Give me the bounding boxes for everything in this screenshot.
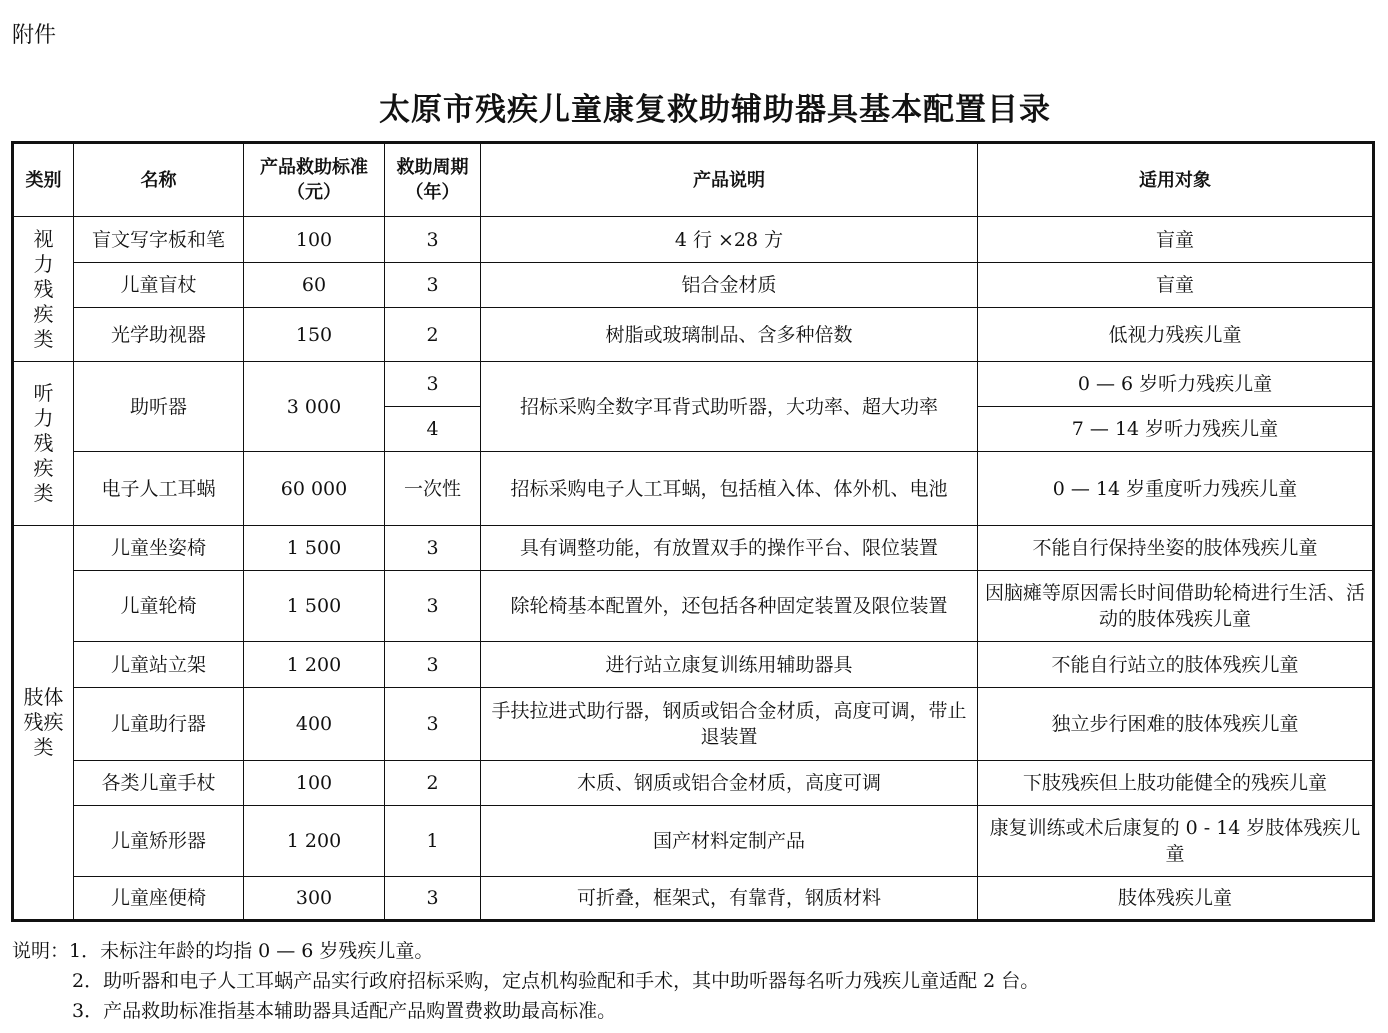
header-standard — [244, 143, 385, 217]
header-target: 适用对象 — [978, 143, 1374, 217]
header-description: 产品说明 — [481, 143, 978, 217]
cell-description: 招标采购电子人工耳蜗，包括植入体、体外机、电池 — [481, 452, 978, 526]
cell-description: 树脂或玻璃制品、含多种倍数 — [481, 308, 978, 362]
cell-name: 光学助视器 — [74, 308, 244, 362]
table-row — [13, 806, 1374, 877]
cell-period: 3 — [385, 263, 481, 308]
note-2: 2．助听器和电子人工耳蜗产品实行政府招标采购，定点机构验配和手术，其中助听器每名听力残疾儿童适配 2 台。 — [72, 970, 1040, 992]
cell-description: 木质、钢质或铝合金材质，高度可调 — [481, 761, 978, 806]
table-row — [13, 217, 1374, 263]
cell-name: 儿童坐姿椅 — [74, 526, 244, 571]
cell-target: 低视力残疾儿童 — [978, 308, 1374, 362]
cell-name: 儿童矫形器 — [74, 806, 244, 877]
table-row — [13, 308, 1374, 362]
header-period-line1: 救助周期 — [396, 157, 469, 178]
cell-standard: 1 200 — [244, 642, 385, 688]
cell-target: 因脑瘫等原因需长时间借助轮椅进行生活、活动的肢体残疾儿童 — [978, 571, 1374, 642]
cell-target: 0 — 6 岁听力残疾儿童 — [978, 362, 1374, 407]
cell-period: 2 — [385, 761, 481, 806]
cell-period: 3 — [385, 571, 481, 642]
cell-standard: 100 — [244, 761, 385, 806]
cell-period: 3 — [385, 362, 481, 407]
note-1: 说明：1．未标注年龄的均指 0 — 6 岁残疾儿童。 — [12, 940, 434, 962]
document-title: 太原市残疾儿童康复救助辅助器具基本配置目录 — [379, 92, 1051, 128]
equipment-table — [11, 141, 1375, 922]
cell-name: 儿童盲杖 — [74, 263, 244, 308]
category-vision: 视 力 残 疾 类 — [13, 217, 74, 362]
cell-target: 盲童 — [978, 263, 1374, 308]
cell-name: 盲文写字板和笔 — [74, 217, 244, 263]
cell-target: 盲童 — [978, 217, 1374, 263]
note-3: 3．产品救助标准指基本辅助器具适配产品购置费救助最高标准。 — [72, 1000, 617, 1022]
cell-period: 一次性 — [385, 452, 481, 526]
cell-period: 4 — [385, 407, 481, 452]
cell-target: 7 — 14 岁听力残疾儿童 — [978, 407, 1374, 452]
table-row — [13, 526, 1374, 571]
cell-target: 不能自行保持坐姿的肢体残疾儿童 — [978, 526, 1374, 571]
cell-name: 儿童座便椅 — [74, 877, 244, 921]
header-standard-line2: （元） — [287, 182, 341, 203]
table-row — [13, 263, 1374, 308]
cell-description: 招标采购全数字耳背式助听器，大功率、超大功率 — [481, 362, 978, 452]
cell-period: 3 — [385, 642, 481, 688]
cell-target: 0 — 14 岁重度听力残疾儿童 — [978, 452, 1374, 526]
header-category: 类别 — [13, 143, 74, 217]
attachment-label: 附件 — [12, 23, 57, 48]
cell-period: 1 — [385, 806, 481, 877]
table-row — [13, 642, 1374, 688]
cell-description: 手扶拉进式助行器，钢质或铝合金材质，高度可调，带止退装置 — [481, 688, 978, 761]
cell-target: 不能自行站立的肢体残疾儿童 — [978, 642, 1374, 688]
cell-description: 国产材料定制产品 — [481, 806, 978, 877]
cell-description: 铝合金材质 — [481, 263, 978, 308]
cell-period: 3 — [385, 217, 481, 263]
table-row — [13, 571, 1374, 642]
header-period — [385, 143, 481, 217]
cell-period: 3 — [385, 526, 481, 571]
table-row — [13, 362, 1374, 407]
cell-period: 2 — [385, 308, 481, 362]
cell-target: 独立步行困难的肢体残疾儿童 — [978, 688, 1374, 761]
table-header-row — [13, 143, 1374, 217]
cell-standard: 400 — [244, 688, 385, 761]
cell-name: 助听器 — [74, 362, 244, 452]
cell-target: 康复训练或术后康复的 0 - 14 岁肢体残疾儿童 — [978, 806, 1374, 877]
cell-standard: 1 500 — [244, 526, 385, 571]
cell-period: 3 — [385, 877, 481, 921]
header-name: 名称 — [74, 143, 244, 217]
table-row — [13, 688, 1374, 761]
cell-description: 具有调整功能，有放置双手的操作平台、限位装置 — [481, 526, 978, 571]
header-standard-line1: 产品救助标准 — [260, 157, 368, 178]
table-row — [13, 877, 1374, 921]
cell-target: 下肢残疾但上肢功能健全的残疾儿童 — [978, 761, 1374, 806]
cell-name: 各类儿童手杖 — [74, 761, 244, 806]
cell-name: 电子人工耳蜗 — [74, 452, 244, 526]
cell-name: 儿童助行器 — [74, 688, 244, 761]
cell-standard: 1 200 — [244, 806, 385, 877]
cell-description: 进行站立康复训练用辅助器具 — [481, 642, 978, 688]
cell-name: 儿童站立架 — [74, 642, 244, 688]
cell-description: 可折叠，框架式，有靠背，钢质材料 — [481, 877, 978, 921]
cell-standard: 60 000 — [244, 452, 385, 526]
cell-standard: 60 — [244, 263, 385, 308]
category-limb: 肢体 残疾 类 — [13, 526, 74, 921]
category-hearing: 听 力 残 疾 类 — [13, 362, 74, 526]
cell-description: 除轮椅基本配置外，还包括各种固定装置及限位装置 — [481, 571, 978, 642]
cell-standard: 300 — [244, 877, 385, 921]
cell-standard: 1 500 — [244, 571, 385, 642]
cell-standard: 100 — [244, 217, 385, 263]
table-row — [13, 761, 1374, 806]
header-period-line2: （年） — [405, 182, 460, 203]
cell-standard: 3 000 — [244, 362, 385, 452]
notes — [12, 936, 1039, 1026]
cell-target: 肢体残疾儿童 — [978, 877, 1374, 921]
cell-standard: 150 — [244, 308, 385, 362]
table-row — [13, 452, 1374, 526]
cell-name: 儿童轮椅 — [74, 571, 244, 642]
cell-description: 4 行 ×28 方 — [481, 217, 978, 263]
cell-period: 3 — [385, 688, 481, 761]
